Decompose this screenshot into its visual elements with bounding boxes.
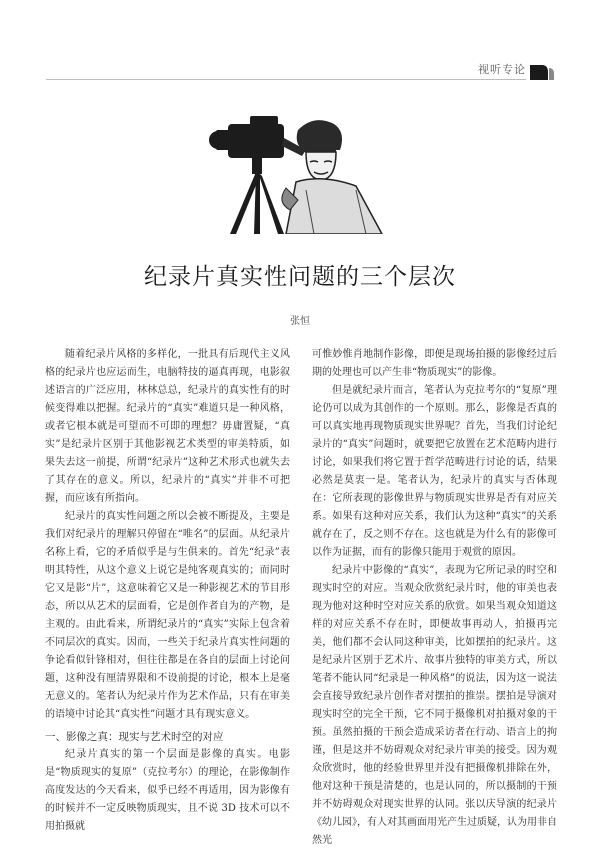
right-column <box>312 346 557 850</box>
article-title: 纪录片真实性问题的三个层次 <box>144 264 456 290</box>
page-corner-icon <box>530 62 554 80</box>
left-column <box>45 346 290 836</box>
paragraph: 可惟妙惟肖地制作影像，即便是现场拍摄的影像经过后期的处理也可以产生非“物质现实”的影像。 <box>312 349 557 378</box>
article-author: 张恒 <box>290 316 310 327</box>
paragraph: 纪录片中影像的“真实”，表现为它所记录的时空和现实时空的对应。当观众欣赏纪录片时，他的审美也表现为他对这种时空对应关系的欣赏。如果当观众知道这样的对应关系不存在时，即便故事再动人，拍摄再完美，他们都不会认同这种审美，比如摆拍的纪录片。这是纪录片区别于艺术片、故事片独特的审美方式，所以笔者不能认同“纪录是一种风格”的说法，因为这一说法会直接导致纪录片创作者对摆拍的推崇。摆拍是导演对现实时空的完全干预，它不同于摄像机对拍摄对象的干预。虽然拍摄的干预会造成采访者在行动、语言上的拘谨，但是这并不妨碍观众对纪录片审美的接受。因为观众欣赏时，他的经验世界里并没有把摄像机排除在外，他对这种干预是清楚的，也是认同的，所以摄制的干预并不妨碍观众对现实世界的认同。张以庆导演的纪录片《幼儿园》，有人对其画面用光产生过质疑，认为用非自然光 <box>312 565 557 846</box>
section-heading: 一、影像之真：现实与艺术时空的对应 <box>45 731 224 743</box>
paragraph: 纪录片真实的第一个层面是影像的真实。电影是“物质现实的复原”（克拉考尔）的理论，在影像制作高度发达的今天看来，似乎已经不再适用，因为影像有的时候并不一定反映物质现实，且不说 3D 技术可以不用拍摄就 <box>45 749 290 832</box>
cameraman-illustration <box>206 110 396 234</box>
section-label: 视听专论 <box>478 63 526 76</box>
paragraph: 但是就纪录片而言，笔者认为克拉考尔的“复原”理论仍可以成为其创作的一个原则。那么，影像是否真的可以真实地再现物质现实世界呢？首先，当我们讨论纪录片的“真实”问题时，就要把它放置在艺术范畴内进行讨论，如果我们将它置于哲学范畴进行讨论的话，结果必然是莫衷一是。笔者认为，纪录片的真实与否体现在：它所表现的影像世界与物质现实世界是否有对应关系。如果有这种对应关系，我们认为这种“真实”的关系就存在了，反之则不存在。这也就是为什么有的影像可以作为证据，而有的影像只能用于观赏的原因。 <box>312 385 557 558</box>
header-rule <box>46 79 526 80</box>
paragraph: 纪录片的真实性问题之所以会被不断提及，主要是我们对纪录片的理解只停留在“唯名”的层面。从纪录片名称上看，它的矛盾似乎是与生俱来的。首先“纪录”表明其特性，从这个意义上说它是纯客观真实的；而同时它又是影“片”，这意味着它又是一种影视艺术的节目形态，所以从艺术的层面看，它是创作者自为的产物，是主观的。由此看来，所谓纪录片的“真实”实际上包含着不同层次的真实。因而，一些关于纪录片真实性问题的争论看似针锋相对，但往往都是在各自的层面上讨论问题，这种没有厘清界限和不设前提的讨论，根本上是毫无意义的。笔者认为纪录片作为艺术作品，只有在审美的语境中讨论其“真实性”问题才具有现实意义。 <box>45 511 290 720</box>
paragraph: 随着纪录片风格的多样化，一批具有后现代主义风格的纪录片也应运而生，电脑特技的逼真再现，电影叙述语言的广泛应用，林林总总，纪录片的真实性有的时候变得难以把握。纪录片的“真实”难道只是一种风格，或者它根本就是可望而不可即的理想？毋庸置疑，“真实”是纪录片区别于其他影视艺术类型的审美特质，如果失去这一前提，所谓“纪录片”这种艺术形式也就失去了其存在的意义。所以，纪录片的“真实”并非不可把握，而应该有所指向。 <box>45 349 290 504</box>
